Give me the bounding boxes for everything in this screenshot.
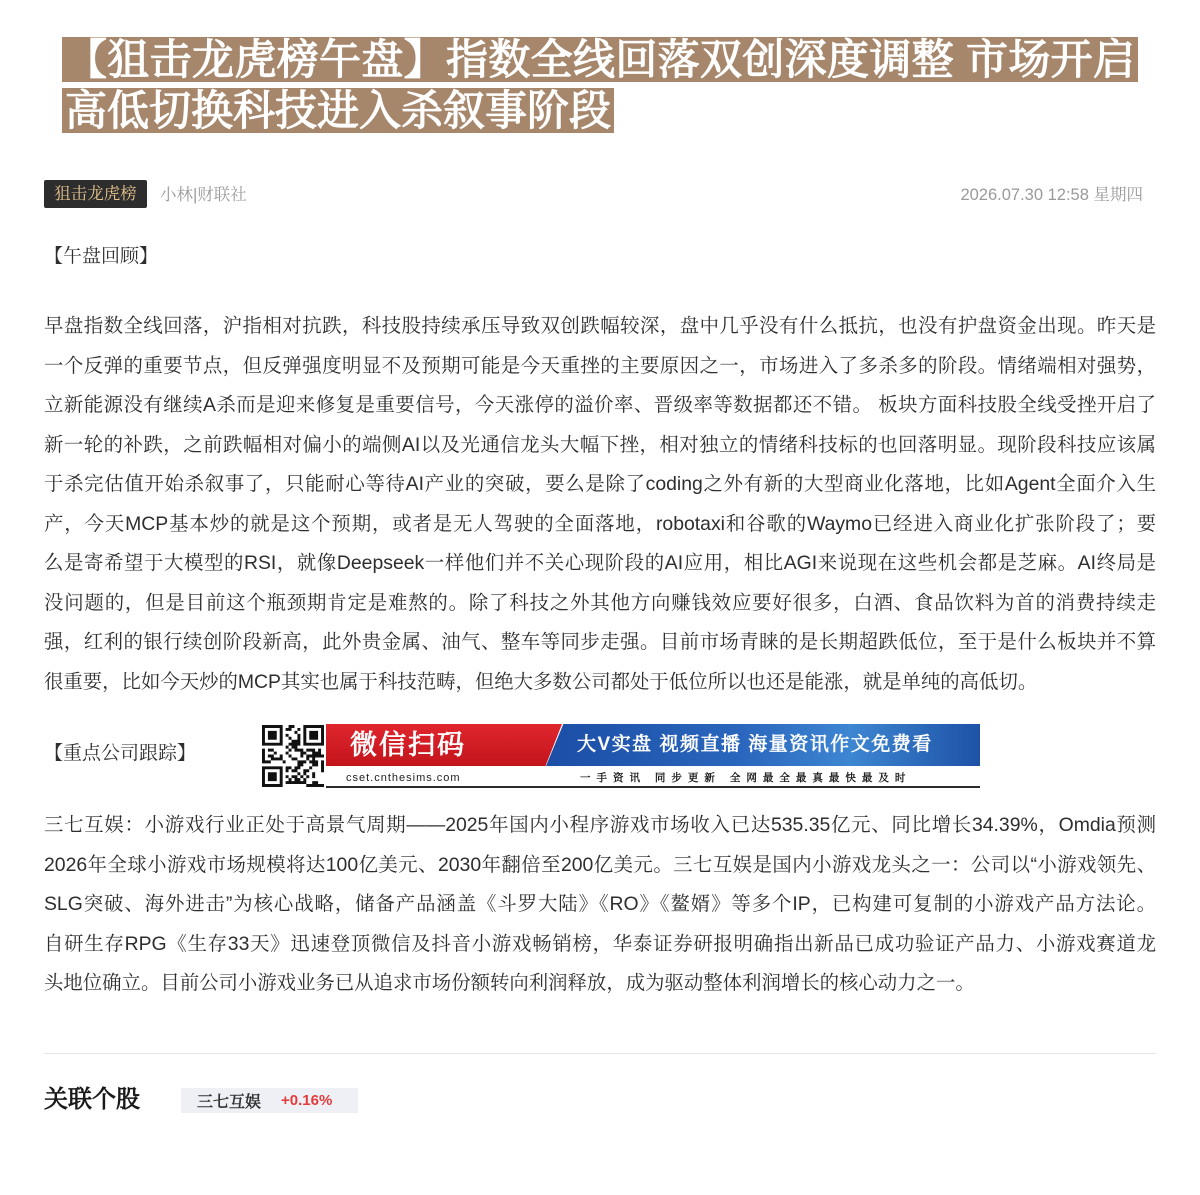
review-line: 么是寄希望于大模型的RSI，就像Deepseek一样他们并不关心现阶段的AI应用，相比AGI来说现在这些机会都是芝麻。AI终局是 — [44, 552, 1156, 574]
qr-code-graphic — [262, 725, 324, 787]
tracking-line: 2026年全球小游戏市场规模将达100亿美元、2030年翻倍至200亿美元。三七互娱是国内小游戏龙头之一：公司以“小游戏领先、 — [44, 853, 1156, 876]
review-line: 一个反弹的重要节点，但反弹强度明显不及预期可能是今天重挫的主要原因之一，市场进入了多杀多的阶段。情绪端相对强势， — [44, 354, 1156, 377]
related-stock-chip[interactable] — [181, 1088, 358, 1113]
review-paragraph — [44, 307, 1156, 702]
stock-name: 三七互娱 — [197, 1094, 262, 1111]
review-line: 早盘指数全线回落，沪指相对抗跌，科技股持续承压导致双创跌幅较深，盘中几乎没有什么抵抗，也没有护盘资金出现。昨天是 — [44, 315, 1156, 337]
review-line: 立新能源没有继续A杀而是迎来修复是重要信号，今天涨停的溢价率、晋级率等数据都还不错。 板块方面科技股全线受挫开启了 — [44, 394, 1156, 416]
review-line: 很重要，比如今天炒的MCP其实也属于科技范畴，但绝大多数公司都处于低位所以也还是能涨，就是单纯的高低切。 — [44, 670, 1038, 693]
review-line: 于杀完估值开始杀叙事了，只能耐心等待AI产业的突破，要么是除了coding之外有新的大型商业化落地，比如Agent全面介入生 — [44, 473, 1156, 495]
tracking-line: 头地位确立。目前公司小游戏业务已从追求市场份额转向利润释放，成为驱动整体利润增长的核心动力之一。 — [44, 972, 975, 994]
review-line: 强，红利的银行续创阶段新高，此外贵金属、油气、整车等同步走强。目前市场青睐的是长期超跌低位，至于是什么板块并不算 — [44, 631, 1156, 653]
tracking-heading: 【重点公司跟踪】 — [44, 743, 197, 764]
column-tag[interactable]: 狙击龙虎榜 — [44, 180, 147, 208]
publish-datetime: 2026.07.30 12:58 星期四 — [960, 186, 1143, 204]
article-title-line-2: 高低切换科技进入杀叙事阶段 — [62, 88, 614, 133]
banner-bottom-rule — [326, 786, 980, 788]
banner-url-text: cset.cnthesims.com — [346, 772, 461, 784]
review-heading: 【午盘回顾】 — [44, 246, 159, 267]
tracking-line: 自研生存RPG《生存33天》迅速登顶微信及抖音小游戏畅销榜，华泰证券研报明确指出新品已成功验证产品力、小游戏赛道龙 — [44, 932, 1156, 955]
ad-banner[interactable] — [260, 724, 980, 788]
related-stocks-heading: 关联个股 — [44, 1086, 140, 1113]
review-line: 新一轮的补跌，之前跌幅相对偏小的端侧AI以及光通信龙头大幅下挫，相对独立的情绪科技标的也回落明显。现阶段科技应该属 — [44, 433, 1156, 456]
qr-code-icon — [260, 724, 326, 788]
review-line: 产，今天MCP基本炒的就是这个预期，或者是无人驾驶的全面落地，robotaxi和谷歌的Waymo已经进入商业化扩张阶段了；要 — [44, 512, 1156, 535]
tracking-line: 三七互娱：小游戏行业正处于高景气周期——2025年国内小程序游戏市场收入已达535.35亿元、同比增长34.39%，Omdia预测 — [44, 814, 1156, 836]
tracking-paragraph — [44, 806, 1156, 1004]
banner-slogan: 大V实盘 视频直播 海量资讯作文免费看 — [577, 734, 933, 755]
section-divider — [44, 1053, 1156, 1054]
stock-change: +0.16% — [281, 1092, 333, 1109]
tracking-line: SLG突破、海外进击”为核心战略，储备产品涵盖《斗罗大陆》《RO》《鳌婿》等多个IP，已构建可复制的小游戏产品方法论。 — [44, 893, 1156, 915]
review-line: 没问题的，但是目前这个瓶颈期肯定是难熬的。除了科技之外其他方向赚钱效应要好很多，白酒、食品饮料为首的消费持续走 — [44, 591, 1156, 614]
article-author: 小林|财联社 — [160, 186, 247, 204]
banner-main-text: 微信扫码 — [350, 730, 466, 760]
banner-sub-slogan: 一手资讯 同步更新 全网最全最真最快最及时 — [580, 772, 912, 784]
article-title-line-1: 【狙击龙虎榜午盘】指数全线回落双创深度调整 市场开启 — [62, 37, 1138, 82]
